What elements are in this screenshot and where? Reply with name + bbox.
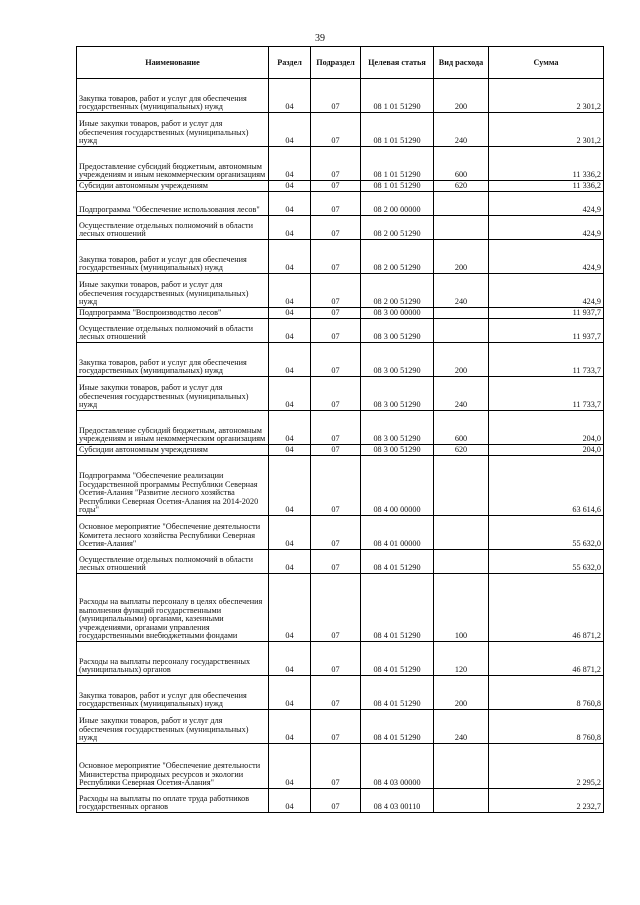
cell-statya: 08 3 00 51290 [361,445,434,456]
cell-vid: 240 [434,710,489,744]
cell-name: Субсидии автономным учреждениям [77,181,269,192]
cell-podrazdel: 07 [311,343,361,377]
cell-name: Иные закупки товаров, работ и услуг для обеспечения государственных (муниципальных) нужд [77,274,269,308]
cell-summa: 424,9 [489,192,604,216]
cell-vid: 620 [434,445,489,456]
cell-summa: 11 733,7 [489,343,604,377]
cell-vid: 200 [434,343,489,377]
table-row [77,550,604,574]
cell-summa: 11 937,7 [489,319,604,343]
cell-podrazdel: 07 [311,710,361,744]
table-row [77,574,604,642]
cell-razdel: 04 [269,676,311,710]
cell-statya: 08 4 03 00110 [361,789,434,813]
cell-summa: 2 301,2 [489,113,604,147]
cell-vid [434,319,489,343]
cell-vid: 240 [434,274,489,308]
cell-razdel: 04 [269,789,311,813]
cell-razdel: 04 [269,550,311,574]
cell-summa: 2 301,2 [489,79,604,113]
cell-statya: 08 1 01 51290 [361,147,434,181]
cell-name: Иные закупки товаров, работ и услуг для обеспечения государственных (муниципальных) нужд [77,710,269,744]
cell-summa: 11 937,7 [489,308,604,319]
cell-vid [434,789,489,813]
cell-statya: 08 4 01 51290 [361,710,434,744]
cell-name: Осуществление отдельных полномочий в области лесных отношений [77,550,269,574]
table-row [77,377,604,411]
cell-statya: 08 4 01 51290 [361,676,434,710]
cell-statya: 08 4 01 00000 [361,516,434,550]
cell-name: Основное мероприятие "Обеспечение деятельности Комитета лесного хозяйства Республики Северная Осетия-Алания" [77,516,269,550]
cell-name: Подпрограмма "Обеспечение реализации Государственной программы Республики Северная Осетия-Алания "Развитие лесного хозяйства Республики Северная Осетия-Алания на 2014-2020 годы" [77,456,269,516]
table-row [77,456,604,516]
cell-podrazdel: 07 [311,319,361,343]
table-row [77,181,604,192]
cell-statya: 08 4 03 00000 [361,744,434,789]
cell-razdel: 04 [269,744,311,789]
cell-razdel: 04 [269,181,311,192]
cell-razdel: 04 [269,377,311,411]
table-row [77,79,604,113]
cell-name: Подпрограмма "Обеспечение использования лесов" [77,192,269,216]
cell-name: Подпрограмма "Воспроизводство лесов" [77,308,269,319]
table-row [77,192,604,216]
cell-summa: 11 336,2 [489,181,604,192]
cell-podrazdel: 07 [311,274,361,308]
cell-summa: 2 232,7 [489,789,604,813]
table-row [77,308,604,319]
cell-vid: 200 [434,240,489,274]
cell-summa: 11 733,7 [489,377,604,411]
cell-summa: 55 632,0 [489,516,604,550]
cell-statya: 08 4 01 51290 [361,642,434,676]
table-row [77,710,604,744]
cell-name: Предоставление субсидий бюджетным, автономным учреждениям и иным некоммерческим организациям [77,147,269,181]
cell-statya: 08 2 00 00000 [361,192,434,216]
cell-name: Закупка товаров, работ и услуг для обеспечения государственных (муниципальных) нужд [77,676,269,710]
table-row [77,789,604,813]
cell-razdel: 04 [269,79,311,113]
cell-razdel: 04 [269,216,311,240]
cell-razdel: 04 [269,319,311,343]
table-row [77,676,604,710]
cell-statya: 08 4 01 51290 [361,550,434,574]
cell-podrazdel: 07 [311,377,361,411]
cell-vid: 600 [434,147,489,181]
cell-vid: 200 [434,79,489,113]
cell-razdel: 04 [269,642,311,676]
cell-vid: 100 [434,574,489,642]
cell-statya: 08 2 00 51290 [361,216,434,240]
table-row [77,113,604,147]
cell-name: Предоставление субсидий бюджетным, автономным учреждениям и иным некоммерческим организациям [77,411,269,445]
cell-name: Закупка товаров, работ и услуг для обеспечения государственных (муниципальных) нужд [77,343,269,377]
cell-razdel: 04 [269,710,311,744]
cell-vid [434,192,489,216]
table-row [77,411,604,445]
cell-statya: 08 2 00 51290 [361,240,434,274]
cell-name: Субсидии автономным учреждениям [77,445,269,456]
cell-summa: 8 760,8 [489,710,604,744]
header-summa: Сумма [489,47,604,79]
cell-vid [434,550,489,574]
cell-name: Осуществление отдельных полномочий в области лесных отношений [77,216,269,240]
table-row [77,147,604,181]
cell-podrazdel: 07 [311,181,361,192]
budget-table [76,46,604,813]
cell-podrazdel: 07 [311,147,361,181]
cell-vid: 620 [434,181,489,192]
table-row [77,319,604,343]
cell-vid [434,744,489,789]
cell-podrazdel: 07 [311,516,361,550]
cell-vid: 600 [434,411,489,445]
cell-statya: 08 4 00 00000 [361,456,434,516]
cell-name: Иные закупки товаров, работ и услуг для обеспечения государственных (муниципальных) нужд [77,113,269,147]
table-row [77,642,604,676]
cell-statya: 08 4 01 51290 [361,574,434,642]
cell-podrazdel: 07 [311,676,361,710]
table-header-row [77,47,604,79]
cell-statya: 08 2 00 51290 [361,274,434,308]
cell-podrazdel: 07 [311,642,361,676]
cell-summa: 11 336,2 [489,147,604,181]
cell-summa: 204,0 [489,445,604,456]
cell-podrazdel: 07 [311,113,361,147]
cell-podrazdel: 07 [311,240,361,274]
cell-podrazdel: 07 [311,574,361,642]
cell-podrazdel: 07 [311,192,361,216]
cell-vid: 240 [434,377,489,411]
cell-summa: 424,9 [489,240,604,274]
cell-name: Основное мероприятие "Обеспечение деятельности Министерства природных ресурсов и экологии Республики Северная Осетия-Алания" [77,744,269,789]
cell-summa: 55 632,0 [489,550,604,574]
cell-statya: 08 3 00 00000 [361,308,434,319]
table-body [77,79,604,813]
cell-razdel: 04 [269,147,311,181]
cell-vid: 200 [434,676,489,710]
cell-summa: 424,9 [489,274,604,308]
cell-podrazdel: 07 [311,445,361,456]
table-row [77,216,604,240]
cell-summa: 204,0 [489,411,604,445]
cell-podrazdel: 07 [311,411,361,445]
cell-vid [434,456,489,516]
cell-name: Осуществление отдельных полномочий в области лесных отношений [77,319,269,343]
cell-podrazdel: 07 [311,744,361,789]
cell-summa: 2 295,2 [489,744,604,789]
table-row [77,240,604,274]
cell-summa: 63 614,6 [489,456,604,516]
cell-podrazdel: 07 [311,456,361,516]
cell-vid [434,216,489,240]
cell-razdel: 04 [269,411,311,445]
cell-summa: 8 760,8 [489,676,604,710]
cell-statya: 08 3 00 51290 [361,377,434,411]
cell-vid: 240 [434,113,489,147]
cell-statya: 08 1 01 51290 [361,113,434,147]
cell-razdel: 04 [269,574,311,642]
header-statya: Целевая статья [361,47,434,79]
cell-podrazdel: 07 [311,308,361,319]
table-row [77,445,604,456]
cell-vid [434,516,489,550]
cell-statya: 08 1 01 51290 [361,181,434,192]
table-row [77,343,604,377]
cell-vid [434,308,489,319]
cell-name: Расходы на выплаты персоналу государственных (муниципальных) органов [77,642,269,676]
cell-statya: 08 3 00 51290 [361,319,434,343]
cell-summa: 46 871,2 [489,574,604,642]
cell-name: Расходы на выплаты персоналу в целях обеспечения выполнения функций государственными (муниципальными) органами, казенными учреждениями, органами управления государственными внебюджетными фондами [77,574,269,642]
table-row [77,744,604,789]
cell-razdel: 04 [269,456,311,516]
cell-summa: 46 871,2 [489,642,604,676]
cell-name: Расходы на выплаты по оплате труда работников государственных органов [77,789,269,813]
cell-razdel: 04 [269,308,311,319]
cell-summa: 424,9 [489,216,604,240]
cell-razdel: 04 [269,343,311,377]
cell-name: Иные закупки товаров, работ и услуг для обеспечения государственных (муниципальных) нужд [77,377,269,411]
cell-razdel: 04 [269,274,311,308]
cell-statya: 08 3 00 51290 [361,411,434,445]
cell-razdel: 04 [269,192,311,216]
page-number: 39 [315,33,325,44]
cell-statya: 08 3 00 51290 [361,343,434,377]
table-row [77,516,604,550]
cell-podrazdel: 07 [311,550,361,574]
cell-razdel: 04 [269,445,311,456]
cell-podrazdel: 07 [311,789,361,813]
cell-statya: 08 1 01 51290 [361,79,434,113]
cell-name: Закупка товаров, работ и услуг для обеспечения государственных (муниципальных) нужд [77,79,269,113]
cell-razdel: 04 [269,516,311,550]
header-name: Наименование [77,47,269,79]
cell-podrazdel: 07 [311,216,361,240]
header-razdel: Раздел [269,47,311,79]
header-vid: Вид расхода [434,47,489,79]
cell-razdel: 04 [269,240,311,274]
cell-razdel: 04 [269,113,311,147]
cell-name: Закупка товаров, работ и услуг для обеспечения государственных (муниципальных) нужд [77,240,269,274]
header-podrazdel: Подраздел [311,47,361,79]
table-row [77,274,604,308]
cell-vid: 120 [434,642,489,676]
cell-podrazdel: 07 [311,79,361,113]
